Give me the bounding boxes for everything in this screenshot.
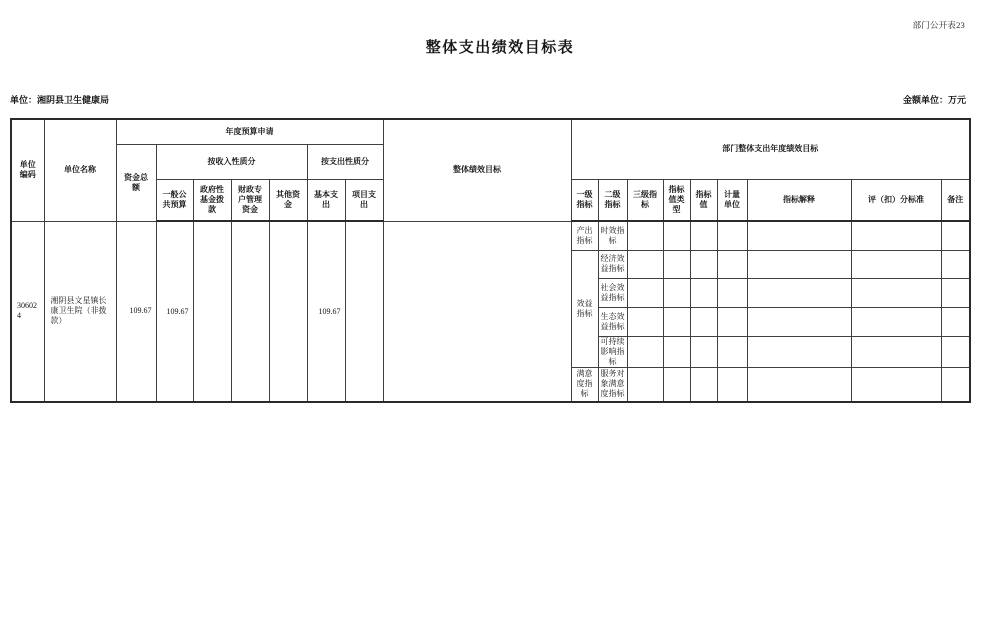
header-fiscal-special-account: 财政专户管理资金 <box>231 179 269 221</box>
empty-cell <box>690 278 717 307</box>
empty-cell <box>690 250 717 278</box>
cell-unit-code: 306024 <box>11 221 44 402</box>
header-level3-indicator: 三级指标 <box>627 179 663 221</box>
empty-cell <box>851 367 941 402</box>
empty-cell <box>747 278 851 307</box>
empty-cell <box>941 250 970 278</box>
empty-cell <box>941 221 970 250</box>
cell-project-expenditure <box>345 221 383 402</box>
empty-cell <box>851 336 941 367</box>
empty-cell <box>717 221 747 250</box>
header-overall-performance-target: 整体绩效目标 <box>383 119 571 221</box>
cell-other-funds <box>269 221 307 402</box>
cell-level2-indicator: 社会效益指标 <box>598 278 627 307</box>
header-by-income-nature: 按收入性质分 <box>156 144 307 179</box>
empty-cell <box>747 367 851 402</box>
empty-cell <box>663 336 690 367</box>
cell-level1-indicator: 产出指标 <box>571 221 598 250</box>
empty-cell <box>747 336 851 367</box>
header-project-expenditure: 项目支出 <box>345 179 383 221</box>
empty-cell <box>663 307 690 336</box>
cell-level2-indicator: 服务对象满意度指标 <box>598 367 627 402</box>
header-dept-annual-performance-target: 部门整体支出年度绩效目标 <box>571 119 970 179</box>
empty-cell <box>663 367 690 402</box>
header-by-expenditure-nature: 按支出性质分 <box>307 144 383 179</box>
cell-overall-performance-target <box>383 221 571 402</box>
header-remark: 备注 <box>941 179 970 221</box>
header-level1-indicator: 一级指标 <box>571 179 598 221</box>
cell-fiscal-special-account <box>231 221 269 402</box>
header-indicator-value-type: 指标值类型 <box>663 179 690 221</box>
header-indicator-value: 指标值 <box>690 179 717 221</box>
empty-cell <box>690 221 717 250</box>
header-total-funds: 资金总额 <box>116 144 156 221</box>
header-unit-code: 单位编码 <box>11 119 44 221</box>
cell-basic-expenditure: 109.67 <box>307 221 345 402</box>
empty-cell <box>941 336 970 367</box>
empty-cell <box>747 250 851 278</box>
cell-level1-indicator: 效益指标 <box>571 250 598 367</box>
empty-cell <box>717 278 747 307</box>
empty-cell <box>627 336 663 367</box>
empty-cell <box>941 307 970 336</box>
cell-total-funds: 109.67 <box>116 221 156 402</box>
empty-cell <box>627 250 663 278</box>
cell-unit-name: 湘阴县文星镇长康卫生院（非拨款） <box>44 221 116 402</box>
empty-cell <box>851 278 941 307</box>
empty-cell <box>747 307 851 336</box>
amount-unit-label: 金额单位：万元 <box>902 95 966 105</box>
unit-label: 单位：湘阴县卫生健康局 <box>10 95 110 105</box>
empty-cell <box>663 250 690 278</box>
empty-cell <box>717 250 747 278</box>
empty-cell <box>690 336 717 367</box>
header-measure-unit: 计量单位 <box>717 179 747 221</box>
empty-cell <box>690 367 717 402</box>
empty-cell <box>627 307 663 336</box>
empty-cell <box>717 336 747 367</box>
empty-cell <box>941 367 970 402</box>
empty-cell <box>851 307 941 336</box>
empty-cell <box>717 307 747 336</box>
empty-cell <box>851 250 941 278</box>
empty-cell <box>941 278 970 307</box>
cell-level2-indicator: 经济效益指标 <box>598 250 627 278</box>
empty-cell <box>663 278 690 307</box>
header-other-funds: 其他资金 <box>269 179 307 221</box>
cell-level2-indicator: 生态效益指标 <box>598 307 627 336</box>
empty-cell <box>627 278 663 307</box>
empty-cell <box>747 221 851 250</box>
empty-cell <box>717 367 747 402</box>
header-annual-budget-request: 年度预算申请 <box>116 119 383 144</box>
cell-level1-indicator: 满意度指标 <box>571 367 598 402</box>
empty-cell <box>663 221 690 250</box>
page-title: 整体支出绩效目标表 <box>425 40 575 56</box>
performance-target-table <box>10 118 971 403</box>
header-basic-expenditure: 基本支出 <box>307 179 345 221</box>
empty-cell <box>627 221 663 250</box>
header-indicator-explanation: 指标解释 <box>747 179 851 221</box>
empty-cell <box>690 307 717 336</box>
cell-general-public-budget: 109.67 <box>156 221 193 402</box>
doc-ref-label: 部门公开表23 <box>912 20 965 30</box>
header-gov-fund-allocation: 政府性基金拨款 <box>193 179 231 221</box>
header-unit-name: 单位名称 <box>44 119 116 221</box>
cell-level2-indicator: 时效指标 <box>598 221 627 250</box>
meta-row <box>10 93 966 106</box>
empty-cell <box>851 221 941 250</box>
empty-cell <box>627 367 663 402</box>
cell-gov-fund-allocation <box>193 221 231 402</box>
header-scoring-standard: 评（扣）分标准 <box>851 179 941 221</box>
header-level2-indicator: 二级指标 <box>598 179 627 221</box>
cell-level2-indicator: 可持续影响指标 <box>598 336 627 367</box>
header-general-public-budget: 一般公共预算 <box>156 179 193 221</box>
